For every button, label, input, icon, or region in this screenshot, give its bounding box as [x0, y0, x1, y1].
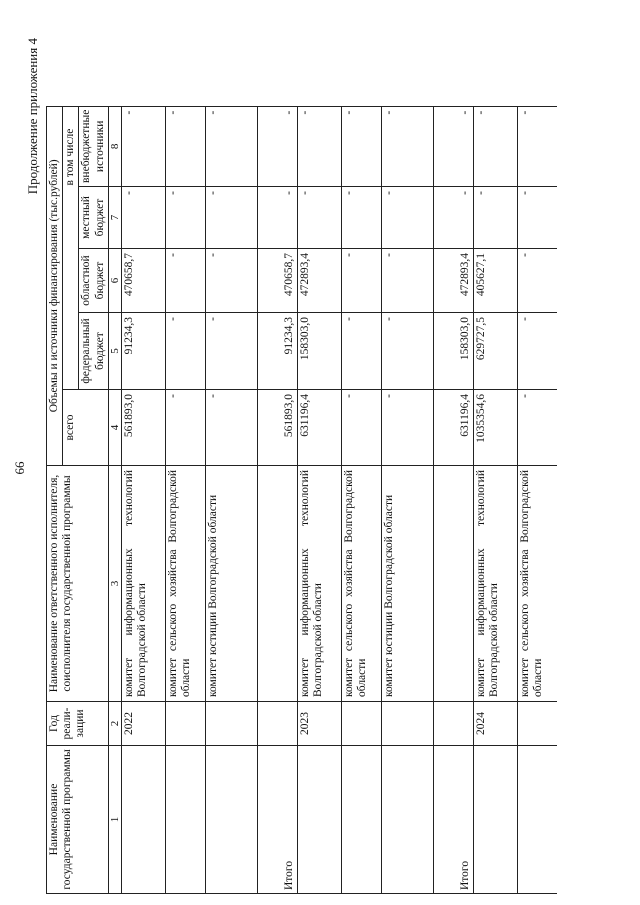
cell-local: - — [473, 187, 517, 249]
header-program: Наименование государственной программы — [47, 746, 109, 894]
table-row — [121, 106, 165, 893]
cell-local: - — [121, 187, 165, 249]
cell-local: - — [381, 187, 433, 249]
col-number: 5 — [108, 313, 121, 390]
cell-regional: - — [165, 249, 205, 313]
cell-offbudget: - — [257, 106, 297, 186]
cell-executor: комитет сельского хозяйства Волгоградской области — [165, 466, 205, 702]
header-total: всего — [63, 390, 109, 466]
cell-federal: - — [341, 313, 381, 390]
header-regional: областной бюджет — [79, 249, 108, 313]
cell-executor: комитет информационных технологий Волгоградской области — [473, 466, 517, 702]
cell-offbudget: - — [341, 106, 381, 186]
cell-offbudget: - — [165, 106, 205, 186]
cell-local: - — [433, 187, 473, 249]
table-row — [165, 106, 205, 893]
table-row — [257, 106, 297, 893]
cell-offbudget: - — [297, 106, 341, 186]
cell-offbudget: - — [381, 106, 433, 186]
cell-regional: - — [341, 249, 381, 313]
cell-executor: комитет сельского хозяйства Волгоградской области — [517, 466, 557, 702]
cell-total: 1035354,6 — [473, 390, 517, 466]
cell-executor: комитет юстиции Волгоградской области — [381, 466, 433, 702]
col-number: 2 — [108, 702, 121, 746]
table-row — [297, 106, 341, 893]
header-offbudget: внебюджетные источники — [79, 106, 108, 186]
cell-total: - — [341, 390, 381, 466]
cell-regional: 470658,7 — [257, 249, 297, 313]
cell-total: 561893,0 — [257, 390, 297, 466]
cell-total: - — [381, 390, 433, 466]
cell-local: - — [517, 187, 557, 249]
cell-total: - — [165, 390, 205, 466]
rotated-page — [7, 38, 627, 898]
funding-table — [46, 106, 557, 894]
cell-offbudget: - — [205, 106, 257, 186]
col-number: 3 — [108, 466, 121, 702]
cell-year — [381, 702, 433, 746]
cell-federal: 158303,0 — [433, 313, 473, 390]
cell-regional: 472893,4 — [297, 249, 341, 313]
table-row — [473, 106, 517, 893]
cell-executor — [433, 466, 473, 702]
cell-year — [257, 702, 297, 746]
col-number: 8 — [108, 106, 121, 186]
cell-offbudget: - — [121, 106, 165, 186]
cell-regional: - — [381, 249, 433, 313]
header-funding-group: Объемы и источники финансирования (тыс.рублей) — [47, 106, 63, 465]
cell-executor: комитет информационных технологий Волгоградской области — [121, 466, 165, 702]
cell-program: Итого — [433, 746, 473, 894]
table-row — [433, 106, 473, 893]
table-row — [205, 106, 257, 893]
col-number: 1 — [108, 746, 121, 894]
cell-program: Итого — [257, 746, 297, 894]
cell-local: - — [341, 187, 381, 249]
cell-year: 2024 — [473, 702, 517, 746]
cell-local: - — [257, 187, 297, 249]
cell-year: 2022 — [121, 702, 165, 746]
table-row — [517, 106, 557, 893]
table-body — [121, 106, 557, 893]
cell-total: - — [205, 390, 257, 466]
cell-year — [165, 702, 205, 746]
header-incl: в том числе — [63, 106, 79, 389]
continuation-label: Продолжение приложения 4 — [25, 38, 40, 195]
cell-year — [433, 702, 473, 746]
cell-program — [341, 746, 381, 894]
cell-executor: комитет информационных технологий Волгоградской области — [297, 466, 341, 702]
cell-offbudget: - — [433, 106, 473, 186]
col-number: 6 — [108, 249, 121, 313]
cell-local: - — [297, 187, 341, 249]
cell-total: 631196,4 — [433, 390, 473, 466]
cell-federal: 91234,3 — [121, 313, 165, 390]
cell-regional: - — [205, 249, 257, 313]
cell-total: 561893,0 — [121, 390, 165, 466]
cell-local: - — [165, 187, 205, 249]
col-number: 7 — [108, 187, 121, 249]
cell-program — [297, 746, 341, 894]
cell-program — [473, 746, 517, 894]
cell-executor — [257, 466, 297, 702]
cell-federal: - — [517, 313, 557, 390]
col-number: 4 — [108, 390, 121, 466]
cell-executor: комитет сельского хозяйства Волгоградской области — [341, 466, 381, 702]
cell-federal: 629727,5 — [473, 313, 517, 390]
cell-federal: 91234,3 — [257, 313, 297, 390]
header-local: местный бюджет — [79, 187, 108, 249]
cell-regional: - — [517, 249, 557, 313]
cell-federal: 158303,0 — [297, 313, 341, 390]
cell-local: - — [205, 187, 257, 249]
cell-federal: - — [381, 313, 433, 390]
header-federal: федеральный бюджет — [79, 313, 108, 390]
cell-year — [517, 702, 557, 746]
page-number: 66 — [12, 461, 27, 475]
table-row — [341, 106, 381, 893]
header-numbers-row — [108, 106, 121, 893]
header-year: Год реали-зации — [47, 702, 109, 746]
cell-year: 2023 — [297, 702, 341, 746]
cell-year — [205, 702, 257, 746]
cell-program — [121, 746, 165, 894]
cell-offbudget: - — [517, 106, 557, 186]
cell-federal: - — [205, 313, 257, 390]
cell-year — [341, 702, 381, 746]
cell-total: - — [517, 390, 557, 466]
cell-regional: 472893,4 — [433, 249, 473, 313]
cell-program — [517, 746, 557, 894]
cell-program — [205, 746, 257, 894]
table-header — [47, 106, 122, 893]
cell-regional: 405627,1 — [473, 249, 517, 313]
cell-regional: 470658,7 — [121, 249, 165, 313]
cell-total: 631196,4 — [297, 390, 341, 466]
header-executor: Наименование ответственного исполнителя, соисполнителя государственной программы — [47, 466, 109, 702]
cell-program — [381, 746, 433, 894]
cell-offbudget: - — [473, 106, 517, 186]
table-row — [381, 106, 433, 893]
cell-federal: - — [165, 313, 205, 390]
cell-program — [165, 746, 205, 894]
cell-executor: комитет юстиции Волгоградской области — [205, 466, 257, 702]
